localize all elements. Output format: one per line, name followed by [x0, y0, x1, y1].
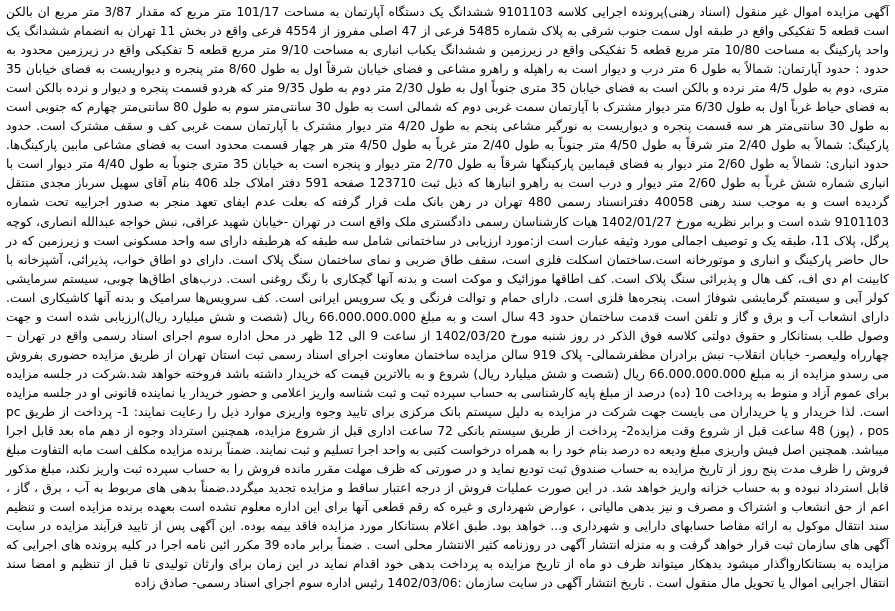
- auction-notice-text: آگهی مزایده اموال غیر منقول (اسناد رهنی)پرونده اجرایی کلاسه 9101103 ششدانگ یک دستگاه آپارتمان به مساحت 101/17 متر مربع که مقدار 3/87 متر مربع ان بالکن است قطعه 5 تفکیکی واقع در طبقه اول سمت جنوب شرقی به پلاک شماره 5485 فرعی از 47 اصلی مفروز از 4554 فرعی واقع در بخش 11 تهران به انضمام ششدانگ یک واحد پارکینگ به مساحت 10/80 متر مربع قطعه 5 تفکیکی واقع در زیرزمین و ششدانگ یکباب انباری به مساحت 9/10 متر مربع قطعه 5 تفکیکی واقع در زیرزمین محدود به حدود : حدود آپارتمان: شمالاً به طول 6 متر درب و دیوار است به راهپله و راهرو مشاعی و فضای خیابان شرقاً اول به طول 8/60 متر پنجره و دیواریست به فضای خیابان 35 متری، دوم به طول 4/5 متر نرده و بالکن است به فضای خیابان 35 متری جنوباً اول به طول 2/30 متر دوم به طول 9/35 متر که هردو قسمت پنجره و دیوار و نرده بالکن است به فضای حیاط غرباً اول به طول 6/30 متر دیوار مشترک با آپارتمان سمت غربی دوم که شمالی است به طول 30 سانتی‌متر سوم به طول 80 سانتی‌متر چهارم که جنوبی است به طول 30 سانتی‌متر هر سه قسمت پنجره و دیواریست به نورگیر مشاعی پنجم به طول 4/20 متر دیوار مشترک با آپارتمان سمت غربی کف و سقف مشترک است. حدود پارکینگ: شمالاً به طول 2/40 متر شرقاً به طول 4/50 متر جنوباً به طول 2/40 متر غرباً به طول 4/50 متر هر چهار قسمت محدود است به فضای مشاعی مابین پارکینگ‌ها. حدود انباری: شمالاً به طول 2/60 متر دیوار به فضای قیمابین پارکینگها شرقاً به طول 2/70 متر دیوار و پنجره است به خیابان 35 متری جنوباً به طول 4/40 متر دیوار است با انباری شماره شش غرباً به طول 2/60 متر دیوار و درب است به راهرو انبارها که ذیل ثبت 123710 صفحه 591 دفتر املاک جلد 406 بنام آقای سهیل سرباز مجدی منتقل گردیده است و به موجب سند رهنی 40058 دفترانسناد رسمی 480 تهران در رهن بانک ملت قرار گرفته که بعلت عدم ایفای تعهد منجر به صدور اجراییه تحت شماره 9101103 شده است و برابر نظریه مورخ 1402/01/27 هیات کارشناسان رسمی دادگستری ملک واقع است در تهران -خیابان شهید عراقی، نبش خواجه عبدالله انصاری، کوچه پرگل، پلاک 11، طبقه یک و توصیف اجمالی مورد وثیقه عبارت است از:مورد ارزیابی در ساختمانی شامل سه طبقه که هرطبقه دارای سه واحد مسکونی است و زیرزمین که در حال حاضر پارکینگ و انباری و موتورخانه است.ساختمان اسکلت فلزی است، سقف طاق ضربی و نمای ساختمان سنگ پلاک است. دارای دو اطاق خواب، پذیرائی، آشپزخانه با کابینت ام دی اف، کف هال و پذیرائی سنگ پلاک است. کف اطاقها موزائیک و موکت است و بدنه آنها گچکاری با رنگ روغنی است. درب‌های اطاق‌ها چوبی، سیستم سرمایشی کولر آبی و سیستم گرمایشی شوفاژ است. پنجره‌ها فلزی است. دارای حمام و توالت فرنگی و یک سرویس ایرانی است. کف سرویس‌ها سرامیک و بدنه آنها کاشیکاری است. دارای انشعاب آب و برق و گاز و تلفن است قدمت ساختمان حدود 43 سال است و به مبلغ 66.000.000.000 ریال (شصت و شش میلیارد ریال)ارزیابی شده است و جهت وصول طلب بستانکار و حقوق دولتی کلاسه فوق الذکر در روز شنبه مورخ 1402/03/20 از ساعت 9 الی 12 ظهر در محل اداره سوم اجرای اسناد رسمی واقع در تهران – چهارراه ولیعصر- خیابان انقلاب- نبش برادران مظفرشمالی- پلاک 919 سالن مزایده ساختمان معاونت اجرای اسناد رسمی ثبت استان تهران از طریق مزایده حضوری بفروش می رسدو مزایده از به مبلغ 66.000.000.000 ریال (شصت و شش میلیارد ریال) شروع و به بالاترین قیمت که خریدار داشته باشد فروخته خواهد شد.شرکت در جلسه مزایده برای عموم آزاد و منوط به پرداخت 10 (ده) درصد از مبلغ پایه کارشناسی به حساب سپرده ثبت و ثبت شناسه واریز اعلامی و حضور خریدار یا نماینده قانونی او در جلسه مزایده است. لذا خریدار و یا خریداران می بایست جهت شرکت در مزایده به دلیل سیستم بانک مرکزی برای تایید وجوه واریزی موارد ذیل را رعایت نمایند: 1- پرداخت از طریق pc pos ، (پوز) 48 ساعت قبل از شروع وقت مزایده2- پرداخت از طریق سیستم بانکی 72 ساعت اداری قبل از شروع مزایده، همچنین استرداد وجوه از دهم ماه بعد قابل اجرا میباشد. همچنین اصل فیش واریزی مبلغ ودیعه ده درصد بنام خود را به همراه درخواست کتبی به واحد اجرا تسلیم و ثبت نمایند. ضمناً برنده مزایده مکلف است مابه التفاوت مبلغ فروش را ظرف مدت پنج روز از تاریخ مزایده به حساب صندوق ثبت تودیع نماید و در صورتی که ظرف مهلت مقرر مانده فروش را به حساب سپرده ثبت واریز نکند، مبلغ مذکور قابل استرداد نبوده و به حساب خزانه واریز خواهد شد. در این صورت عملیات فروش از درجه اعتبار ساقط و مزایده تجدید میگردد.ضمناً بدهی های مربوط به آب ، برق ، گاز ، اعم از حق انشعاب و اشتراک و مصرف و نیز بدهی مالیاتی ، عوارض شهرداری و غیره که رقم قطعی آنها برای این اداره معلوم نشده است بعهده برنده مزایده است و تنظیم سند انتقال موکول به ارائه مفاصا حسابهای دارایی و شهرداری و... خواهد بود. طبق اعلام بستانکار مورد مزایده فاقد بیمه بوده. این آگهی پس از تایید فرآیند مزایده در سایت آگهی های سازمان ثبت قرار خواهد گرفت و به منزله انتشار آگهی در روزنامه کثیر الانتشار محلی است . ضمناً برابر ماده 39 مکرر ائین نامه اجرا در کلیه پرونده های اجرایی که مزایده به بستانکارواگذار میشود بدهکار میتواند ظرف دو ماه از تاریخ مزایده به پرداخت بدهی خود اقدام نماید در این زمان برای وارثان تولیدی تا قبل از تنظیم و امضا سند انتقال اجرایی اموال یا تحویل مال منقول است . تاریخ انتشار آگهی در سایت سازمان :1402/03/06 رئیس اداره سوم اجرای اسناد رسمی- صادق زاده: [6, 5, 890, 591]
